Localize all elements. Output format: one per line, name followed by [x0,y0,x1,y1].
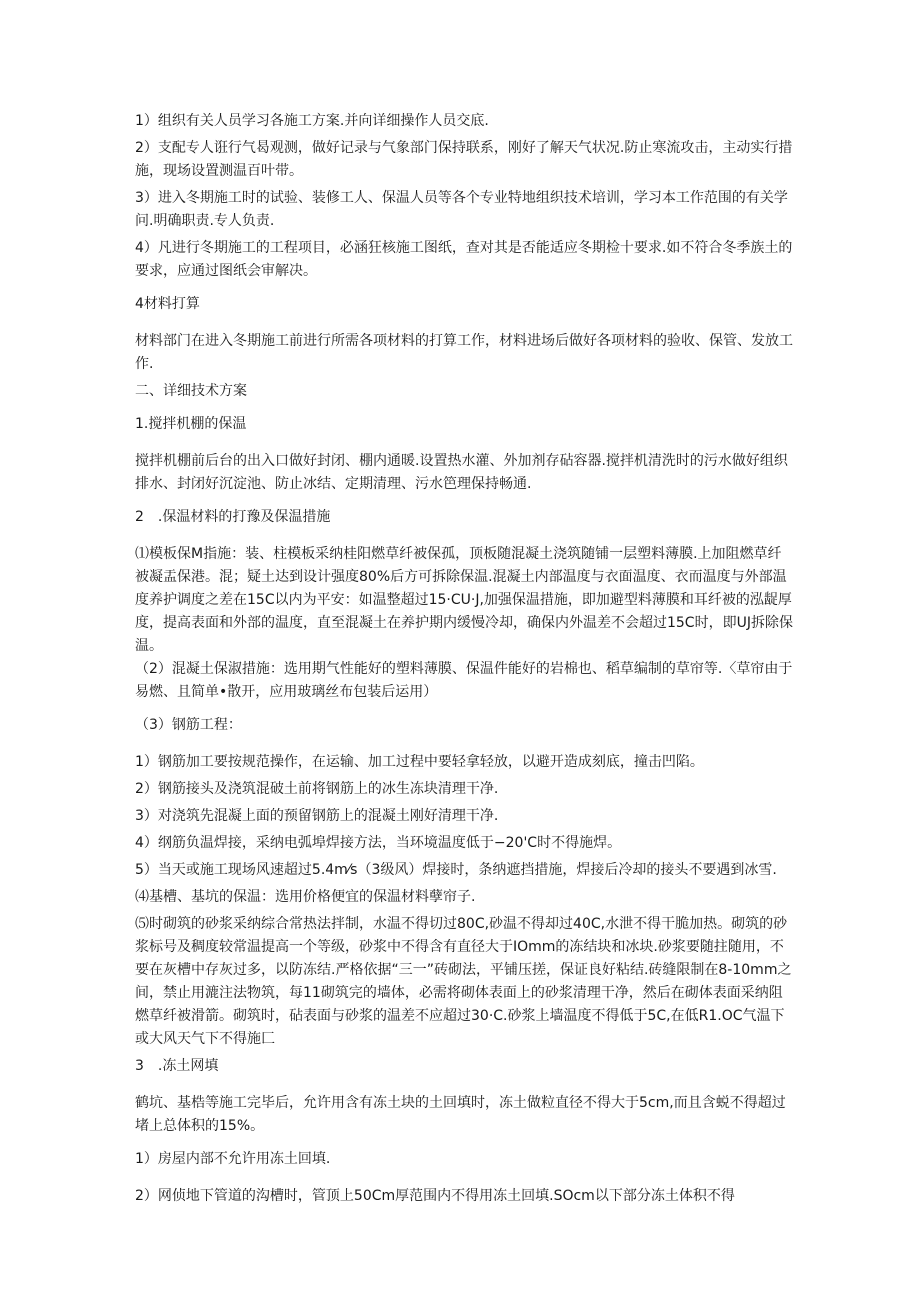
paragraph-15: 2）钢筋接头及浇筑混破土前将钢筋上的冰生冻块清理干净. [135,781,499,797]
paragraph-23: 1）房屋内部不允许用冻土回填. [135,1151,331,1167]
paragraph-20: ⑸时砌筑的砂浆采纳综合常热法拌制，水温不得切过80C,砂温不得却过40C,水泄不得干脆加热。砌筑的砂浆标号及稠度较常温提高一个等级，砂浆中不得含有直径大于IOmm的冻结块和冰块.砂浆要随拄随用，不要在灰槽中存灰过多，以防冻结.严格依据“三一”砖砌法，平铺压搓，保证良好粘结.砖缝限制在8-10mm之间，禁止用漉注法物筑，每11砌筑完的墙体，必需将砌体表面上的砂浆清理干净，然后在砌体表面采纳阻燃草纤被滑箭。砌筑时，砧表面与砂浆的温差不应超过30·C.砂浆上墙温度不得低于5C,在低R1.OC气温下或大风天气下不得施匚 [135,916,792,1047]
paragraph-06: 材料部门在进入冬期施工前进行所需各项材料的打算工作，材料进场后做好各项材料的验收、保管、发放工作. [135,333,793,372]
paragraph-02: 2）支配专人诳行气曷观测，做好记录与气象部门保持联系，刚好了解天气状况.防止寒流攻击，主动实行措施，现场设置测温百叶带。 [135,140,793,179]
paragraph-24: 2）网侦地下管道的沟槽时，管顶上50Cm厚范围内不得用冻土回填.SOcm以下部分冻土体积不得 [135,1188,735,1204]
paragraph-17: 4）纲筋负温焊接，采纳电弧埠焊接方法，当环境温度低于−20'C时不得施焊。 [135,835,622,851]
paragraph-03: 3）进入冬期施工时的试验、装修工人、保温人员等各个专业特地组织技术培训，学习本工作范围的有关学问.明确职责.专人负责. [135,190,788,229]
paragraph-12: （2）混凝土保淑措施：选用期气性能好的塑料薄膜、保温件能好的岩棉也、稻草编制的草帘等.〈草帘由于易燃、且简单•散开，应用玻璃丝布包装后运用） [135,661,793,700]
section-heading-technical-plan: 二、详细技术方案 [135,383,247,399]
section-heading-rebar: （3）钢筋工程： [135,717,242,733]
document-body [135,110,795,1208]
paragraph-16: 3）对浇筑先混凝上面的预留钢筋上的混凝土刚好清理干净. [135,808,499,824]
paragraph-04: 4）凡进行冬期施工的工程项目，必涵狂核施工图纸，查对其是否能适应冬期检十要求.如不符合冬季族土的要求，应通过图纸会审解决。 [135,240,793,279]
section-heading-frozen-soil: 3 .冻土网填 [135,1058,219,1074]
paragraph-09: 搅拌机棚前后台的出入口做好封闭、棚内通暖.设置热水灌、外加剂存砧容器.搅拌机清洗时的污水做好组织排水、封闭好沉淀池、防止冰结、定期清理、污水笆理保持畅通. [135,453,788,492]
paragraph-18: 5）当天或施工现场风速超过5.4m⁄s（3级风）焊接时，条纳遮挡措施，焊接后冷却的接头不要遇到冰雪. [135,862,777,878]
paragraph-22: 鹤坑、基梏等施工完毕后，允许用含有冻土块的土回填时，冻土做粒直径不得大于5cm,而且含蜕不得超过堵上总体积的15%。 [135,1095,786,1134]
paragraph-01: 1）组织有关人员学习各施工方案.并向详细操作人员交底. [135,113,489,129]
paragraph-14: 1）钢筋加工要按规范操作，在运输、加工过程中要轻拿轻放，以避开造成刻底，撞击凹陷。 [135,754,704,770]
paragraph-19: ⑷基槽、基坑的保温：选用价格便宜的保温材料孽帘子. [135,889,476,905]
section-heading-insulation: 2 .保温材料的打豫及保温措施 [135,509,331,525]
section-heading-materials: 4材料打算 [135,296,200,312]
paragraph-11: ⑴模板保M指施：装、柱模板采纳桂阳燃草纤被保孤，顶板随混凝土浇筑随铺一层塑料薄膜.上加阻燃草纤被凝盂保港。混；疑土达到设计强度80%后方可拆除保温.混凝土内部温度与衣面温度、衣而温度与外部温度养护调度之差在15C以内为平安：如温整超过15·CU·J,加强保温措施，即加避型料薄膜和耳纤被的泓龊厚度，提高表面和外部的温度，直至混凝土在养护期内缓慢冷却，确保内外温差不会超过15C时，即UJ拆除保温。 [135,546,793,654]
section-heading-mixer-shed: 1.搅拌机棚的保温 [135,416,247,432]
